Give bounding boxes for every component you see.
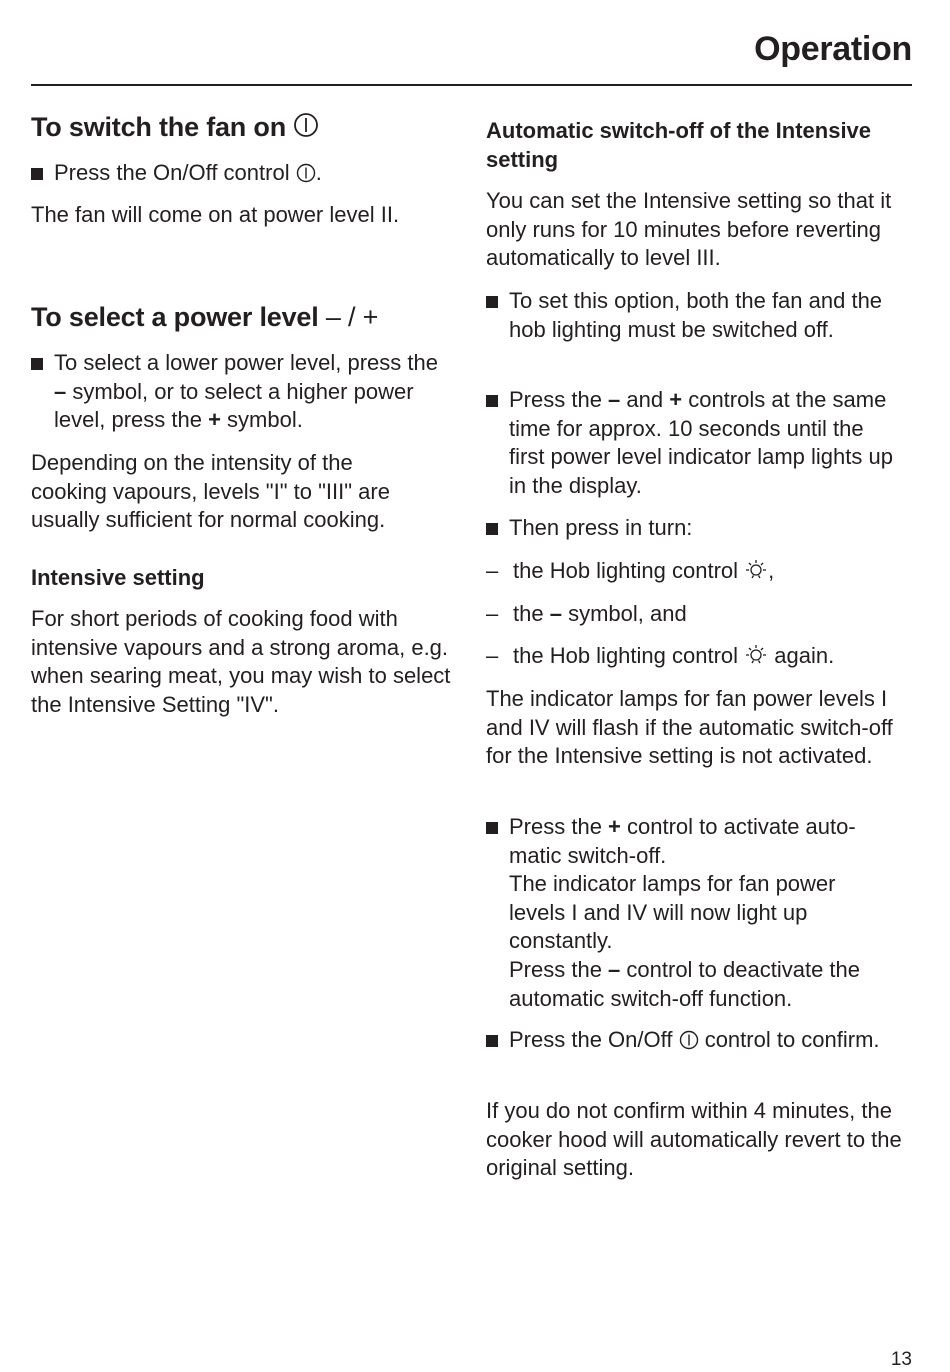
list-item: To set this option, both the fan and the hob lighting must be switched off. [486,287,916,344]
list-item: – the – symbol, and [486,601,687,626]
heading-automatic-switch-off: Automatic switch-off of the Intensive setting [486,118,872,172]
sun-icon [744,559,768,581]
sun-icon [744,644,768,666]
page-number: 13 [890,1349,912,1370]
power-icon [293,112,319,138]
list-item: To select a lower power level, press the – symbol, or to select a higher power level, press the + symbol. [31,349,451,435]
bullet-square-icon [486,1035,498,1047]
heading-intensive-setting: Intensive setting [31,565,205,590]
paragraph: You can set the Intensive setting so that it only runs for 10 minutes before reverting automatically to level III. [486,188,892,271]
heading-switch-fan-on: To switch the fan on [31,110,319,144]
list-item: – the Hob lighting control , [486,558,775,583]
bullet-square-icon [486,822,498,834]
heading-select-power-level: To select a power level – / + [31,302,379,332]
list-item: – the Hob lighting control again. [486,643,835,668]
paragraph: If you do not confirm within 4 minutes, the cooker hood will automatically revert to the original setting. [486,1098,902,1181]
paragraph: For short periods of cooking food with intensive vapours and a strong aroma, e.g. when searing meat, you may wish to select the Intensive Setting "IV". [31,606,451,717]
list-item: Then press in turn: [486,514,916,543]
list-item: Press the + control to activate auto-matic switch-off. The indicator lamps for fan power levels I and IV will now light up constantly. Press the – control to deactivate the automatic switch-off function. [486,813,891,1013]
paragraph: The fan will come on at power level II. [31,202,400,227]
paragraph: The indicator lamps for fan power levels I and IV will flash if the automatic switch-off for the Intensive setting is not activated. [486,686,893,769]
list-item: Press the On/Off control . [31,159,451,188]
bullet-square-icon [31,168,43,180]
power-icon [296,163,316,183]
bullet-square-icon [486,395,498,407]
bullet-square-icon [486,523,498,535]
header-divider [31,84,912,86]
paragraph: Depending on the intensity of the cooking vapours, levels "I" to "III" are usually sufficient for normal cooking. [31,450,390,533]
bullet-square-icon [486,296,498,308]
power-level-symbols: – / + [325,302,379,332]
list-item: Press the – and + controls at the same time for approx. 10 seconds until the first power level indicator lamp lights up in the display. [486,386,896,500]
power-icon [679,1030,699,1050]
bullet-square-icon [31,358,43,370]
page-title: Operation [754,30,912,68]
list-item: Press the On/Off control to confirm. [486,1026,886,1055]
